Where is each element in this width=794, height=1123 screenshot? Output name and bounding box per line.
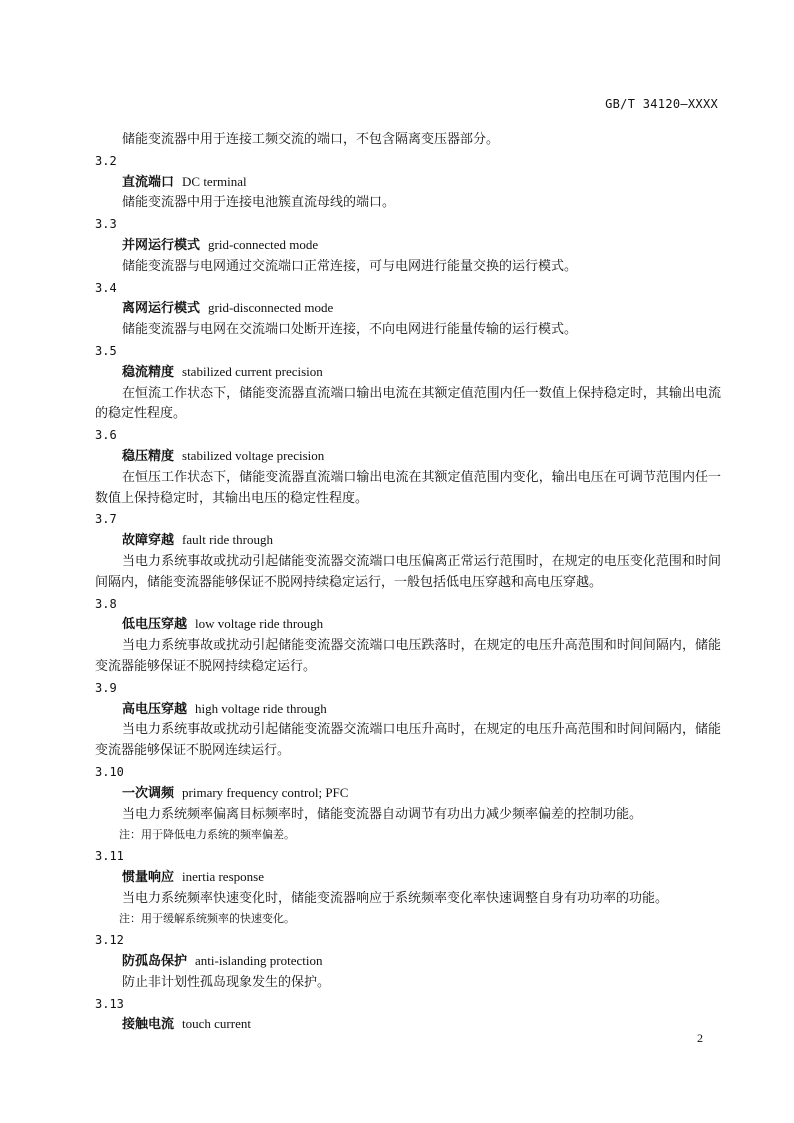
term-english: anti-islanding protection bbox=[195, 953, 323, 969]
term-definition: 在恒压工作状态下，储能变流器直流端口输出电流在其额定值范围内变化，输出电压在可调节范围内任一数值上保持稳定时，其输出电压的稳定性程度。 bbox=[95, 469, 721, 506]
term-entry bbox=[95, 509, 721, 593]
term-heading bbox=[95, 446, 721, 468]
term-entries-list bbox=[95, 151, 721, 1036]
term-entry bbox=[95, 278, 721, 341]
clause-number: 3.4 bbox=[95, 280, 117, 295]
term-chinese: 并网运行模式 bbox=[122, 237, 201, 253]
term-heading bbox=[95, 783, 721, 805]
term-heading bbox=[95, 235, 721, 257]
term-chinese: 稳流精度 bbox=[122, 364, 175, 380]
term-heading bbox=[95, 951, 721, 973]
term-entry bbox=[95, 594, 721, 678]
term-heading bbox=[95, 614, 721, 636]
intro-definition: 储能变流器中用于连接工频交流的端口，不包含隔离变压器部分。 bbox=[122, 132, 500, 147]
term-english: grid-disconnected mode bbox=[208, 300, 334, 316]
clause-number: 3.10 bbox=[95, 764, 124, 779]
term-definition: 当电力系统频率偏离目标频率时，储能变流器自动调节有功出力减少频率偏差的控制功能。 bbox=[122, 806, 643, 822]
term-note: 注：用于降低电力系统的频率偏差。 bbox=[119, 828, 295, 842]
term-heading bbox=[95, 530, 721, 552]
term-english: primary frequency control; PFC bbox=[182, 784, 349, 800]
term-chinese: 防孤岛保护 bbox=[122, 954, 188, 970]
term-definition: 储能变流器与电网在交流端口处断开连接，不向电网进行能量传输的运行模式。 bbox=[122, 322, 578, 338]
clause-number: 3.2 bbox=[95, 153, 117, 168]
term-chinese: 稳压精度 bbox=[122, 448, 175, 464]
term-entry bbox=[95, 994, 721, 1037]
term-note: 注：用于缓解系统频率的快速变化。 bbox=[119, 912, 295, 926]
term-english: grid-connected mode bbox=[208, 236, 319, 252]
term-english: stabilized current precision bbox=[182, 363, 323, 379]
term-chinese: 高电压穿越 bbox=[122, 701, 188, 717]
term-entry bbox=[95, 678, 721, 762]
term-chinese: 故障穿越 bbox=[122, 533, 175, 549]
term-definition: 在恒流工作状态下，储能变流器直流端口输出电流在其额定值范围内任一数值上保持稳定时，其输出电流的稳定性程度。 bbox=[95, 385, 721, 422]
clause-number: 3.5 bbox=[95, 343, 117, 358]
term-chinese: 低电压穿越 bbox=[122, 617, 188, 633]
term-english: DC terminal bbox=[182, 173, 247, 189]
term-english: touch current bbox=[182, 1016, 251, 1032]
term-english: stabilized voltage precision bbox=[182, 447, 325, 463]
term-definition: 当电力系统频率快速变化时，储能变流器响应于系统频率变化率快速调整自身有功功率的功能。 bbox=[122, 890, 669, 906]
term-definition: 当电力系统事故或扰动引起储能变流器交流端口电压跌落时，在规定的电压升高范围和时间间隔内，储能变流器能够保证不脱网持续稳定运行。 bbox=[95, 638, 721, 674]
clause-number: 3.12 bbox=[95, 933, 124, 948]
term-heading bbox=[95, 1014, 721, 1036]
standard-code-header: GB/T 34120—XXXX bbox=[605, 97, 718, 111]
clause-number: 3.11 bbox=[95, 849, 124, 864]
term-definition: 当电力系统事故或扰动引起储能变流器交流端口电压偏离正常运行范围时，在规定的电压变化范围和时间间隔内，储能变流器能够保证不脱网持续稳定运行，一般包括低电压穿越和高电压穿越。 bbox=[95, 553, 721, 590]
term-english: fault ride through bbox=[182, 532, 273, 548]
term-chinese: 接触电流 bbox=[122, 1017, 175, 1033]
term-heading bbox=[95, 172, 721, 194]
term-definition: 当电力系统事故或扰动引起储能变流器交流端口电压升高时，在规定的电压升高范围和时间间隔内，储能变流器能够保证不脱网连续运行。 bbox=[95, 722, 721, 759]
clause-number: 3.7 bbox=[95, 512, 117, 527]
term-entry bbox=[95, 425, 721, 509]
document-body bbox=[95, 130, 721, 1036]
clause-number: 3.6 bbox=[95, 428, 117, 443]
term-english: low voltage ride through bbox=[195, 616, 324, 632]
term-entry bbox=[95, 341, 721, 425]
term-heading bbox=[95, 867, 721, 889]
term-entry bbox=[95, 151, 721, 214]
term-heading bbox=[95, 699, 721, 721]
page-number: 2 bbox=[697, 1031, 703, 1045]
clause-number: 3.9 bbox=[95, 680, 117, 695]
term-entry bbox=[95, 762, 721, 846]
term-chinese: 惯量响应 bbox=[122, 869, 175, 885]
term-entry bbox=[95, 930, 721, 993]
clause-number: 3.8 bbox=[95, 596, 117, 611]
term-chinese: 直流端口 bbox=[122, 174, 175, 190]
term-chinese: 离网运行模式 bbox=[122, 301, 201, 317]
term-chinese: 一次调频 bbox=[122, 785, 175, 801]
term-definition: 防止非计划性孤岛现象发生的保护。 bbox=[122, 974, 331, 990]
clause-number: 3.13 bbox=[95, 996, 124, 1011]
term-entry bbox=[95, 846, 721, 930]
term-definition: 储能变流器中用于连接电池簇直流母线的端口。 bbox=[122, 195, 396, 211]
term-entry bbox=[95, 214, 721, 277]
clause-number: 3.3 bbox=[95, 217, 117, 232]
term-english: high voltage ride through bbox=[195, 700, 327, 716]
term-heading bbox=[95, 362, 721, 384]
term-english: inertia response bbox=[182, 868, 264, 884]
term-heading bbox=[95, 298, 721, 320]
term-definition: 储能变流器与电网通过交流端口正常连接，可与电网进行能量交换的运行模式。 bbox=[122, 258, 578, 274]
